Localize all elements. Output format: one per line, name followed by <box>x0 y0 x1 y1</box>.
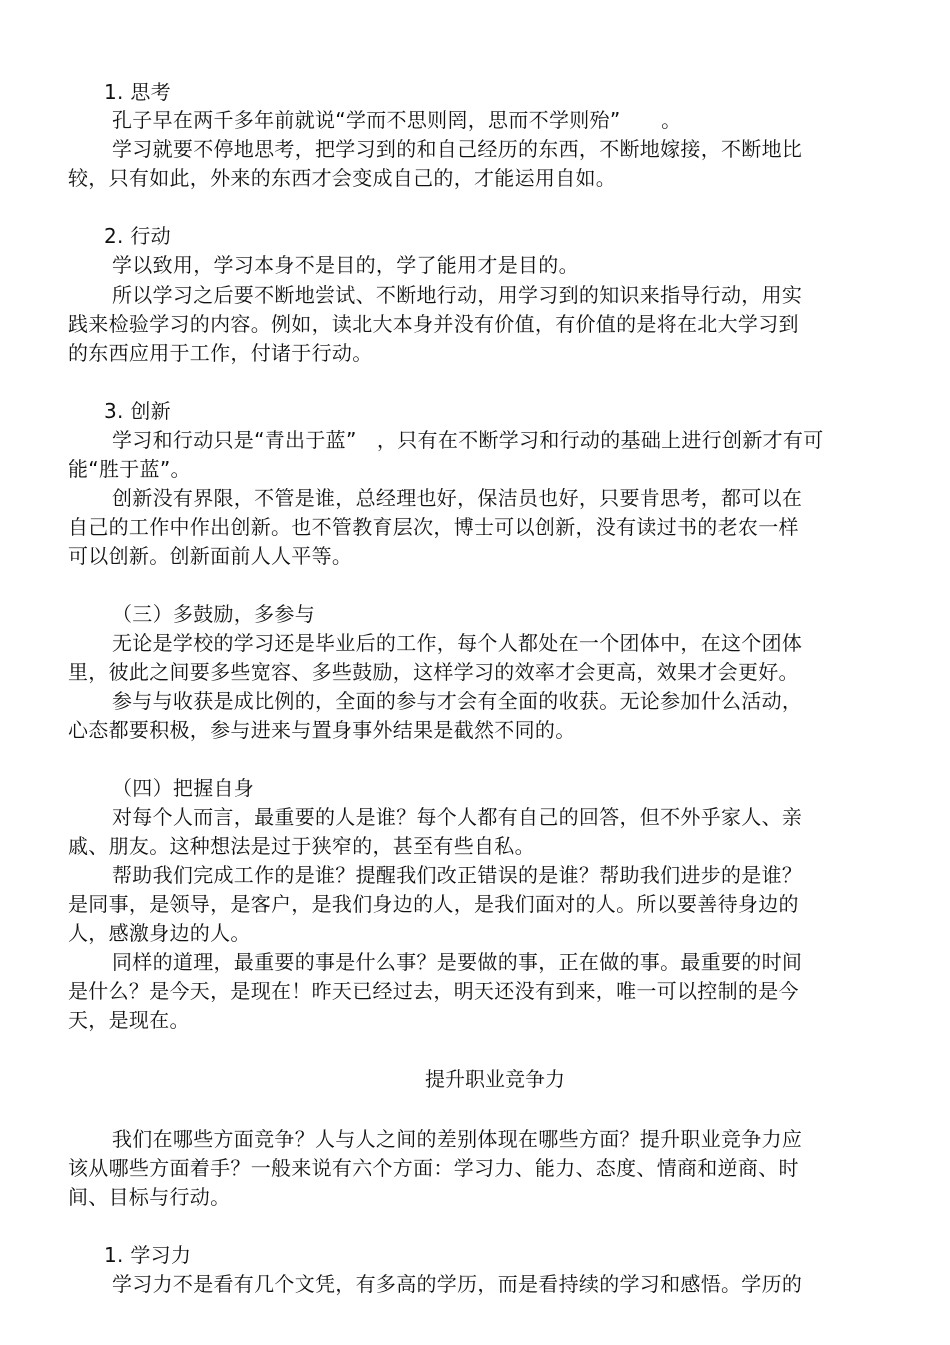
paragraph-line: 孔子早在两千多年前就说“学而不思则罔，思而不学则殆” 。 <box>112 108 682 132</box>
section-heading: 3. 创新 <box>104 399 171 423</box>
paragraph-line: 是同事，是领导，是客户，是我们身边的人，是我们面对的人。所以要善待身边的 <box>68 892 799 916</box>
paragraph-line: 里，彼此之间要多些宽容、多些鼓励，这样学习的效率才会更高，效果才会更好。 <box>68 660 799 684</box>
paragraph-line: 帮助我们完成工作的是谁？提醒我们改正错误的是谁？帮助我们进步的是谁？ <box>112 863 803 887</box>
paragraph-line: 学习力不是看有几个文凭，有多高的学历，而是看持续的学习和感悟。学历的 <box>112 1272 803 1296</box>
paragraph-line: 心态都要积极，参与进来与置身事外结果是截然不同的。 <box>68 718 576 742</box>
paragraph-line: 参与与收获是成比例的，全面的参与才会有全面的收获。无论参加什么活动， <box>112 689 803 713</box>
section-heading: （三）多鼓励，多参与 <box>112 602 315 626</box>
paragraph-line: 能“胜于蓝”。 <box>68 457 191 481</box>
paragraph-line: 我们在哪些方面竞争？人与人之间的差别体现在哪些方面？提升职业竞争力应 <box>112 1127 803 1151</box>
paragraph-line: 创新没有界限，不管是谁，总经理也好，保洁员也好，只要肯思考，都可以在 <box>112 486 803 510</box>
section-heading: 1. 学习力 <box>104 1243 192 1267</box>
paragraph-line: 学以致用，学习本身不是目的，学了能用才是目的。 <box>112 253 579 277</box>
paragraph-line: 所以学习之后要不断地尝试、不断地行动，用学习到的知识来指导行动，用实 <box>112 283 803 307</box>
paragraph-line: 人，感激身边的人。 <box>68 921 251 945</box>
section-heading: 2. 行动 <box>104 224 171 248</box>
paragraph-line: 是什么？是今天，是现在！昨天已经过去，明天还没有到来，唯一可以控制的是今 <box>68 979 799 1003</box>
paragraph-line: 自己的工作中作出创新。也不管教育层次，博士可以创新，没有读过书的老农一样 <box>68 515 799 539</box>
paragraph-line: 该从哪些方面着手？一般来说有六个方面：学习力、能力、态度、情商和逆商、时 <box>68 1156 799 1180</box>
paragraph-line: 学习就要不停地思考，把学习到的和自己经历的东西，不断地嫁接，不断地比 <box>112 137 803 161</box>
paragraph-line: 学习和行动只是“青出于蓝” ，只有在不断学习和行动的基础上进行创新才有可 <box>112 428 824 452</box>
paragraph-line: 践来检验学习的内容。例如，读北大本身并没有价值，有价值的是将在北大学习到 <box>68 312 799 336</box>
paragraph-line: 戚、朋友。这种想法是过于狭窄的，甚至有些自私。 <box>68 834 535 858</box>
paragraph-line: 较，只有如此，外来的东西才会变成自己的，才能运用自如。 <box>68 166 617 190</box>
section-heading: 1. 思考 <box>104 80 171 104</box>
chapter-title: 提升职业竞争力 <box>425 1067 565 1091</box>
paragraph-line: 同样的道理，最重要的事是什么事？是要做的事，正在做的事。最重要的时间 <box>112 950 803 974</box>
paragraph-line: 对每个人而言，最重要的人是谁？每个人都有自己的回答，但不外乎家人、亲 <box>112 805 803 829</box>
paragraph-line: 天，是现在。 <box>68 1008 190 1032</box>
section-heading: （四）把握自身 <box>112 776 255 800</box>
paragraph-line: 可以创新。创新面前人人平等。 <box>68 544 353 568</box>
paragraph-line: 间、目标与行动。 <box>68 1185 231 1209</box>
paragraph-line: 无论是学校的学习还是毕业后的工作，每个人都处在一个团体中，在这个团体 <box>112 631 803 655</box>
paragraph-line: 的东西应用于工作，付诸于行动。 <box>68 341 373 365</box>
